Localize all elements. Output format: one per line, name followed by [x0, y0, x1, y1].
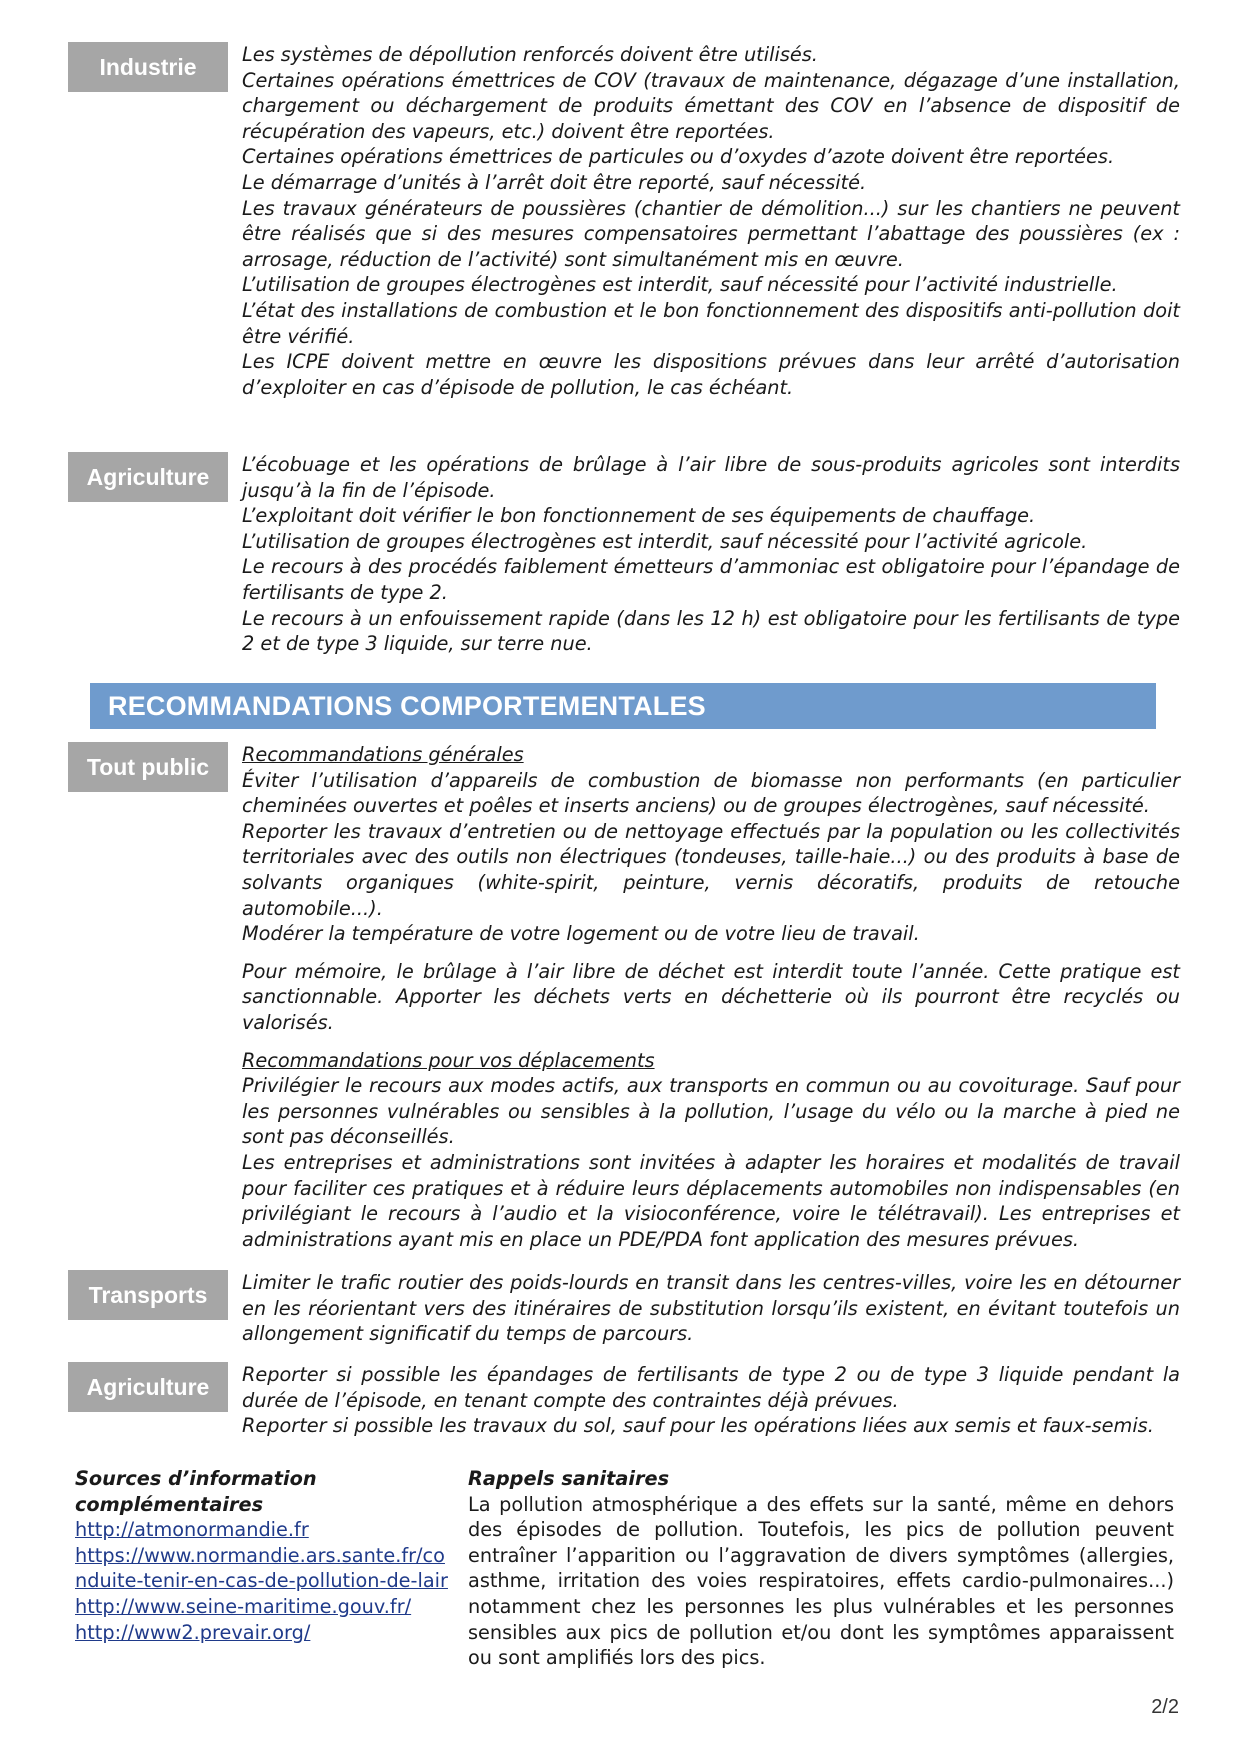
text-line: L’utilisation de groupes électrogènes est interdit, sauf nécessité pour l’activité agricole.	[242, 529, 1088, 553]
text-line: L’état des installations de combustion et le bon fonctionnement des dispositifs anti-pollution doit être vérifié.	[242, 298, 1180, 348]
text-line: Certaines opérations émettrices de COV (travaux de maintenance, dégazage d’une installation, chargement ou déchargement de produits émettant des COV en l’absence de dispositif de récupération des vapeurs, etc.) doivent être reportées.	[242, 68, 1180, 143]
text-line: L’écobuage et les opérations de brûlage à l’air libre de sous-produits agricoles sont interdits jusqu’à la fin de l’épisode.	[242, 453, 1180, 502]
text-line: Pour mémoire, le brûlage à l’air libre de déchet est interdit toute l’année. Cette pratique est sanctionnable. Apporter les déchets verts en déchetterie où ils pourront être recyclés ou valorisés.	[242, 959, 1180, 1034]
page-number: 2/2	[1151, 1696, 1179, 1718]
text-line: Les systèmes de dépollution renforcés doivent être utilisés.	[242, 43, 818, 66]
paragraph	[242, 768, 1180, 947]
section-label-tout-public: Tout public	[68, 742, 228, 792]
source-link[interactable]: http://atmonormandie.fr	[75, 1518, 309, 1542]
section-banner: RECOMMANDATIONS COMPORTEMENTALES	[90, 683, 1156, 729]
text-line: Certaines opérations émettrices de particules ou d’oxydes d’azote doivent être reportées.	[242, 145, 1115, 169]
section-label-industrie: Industrie	[68, 42, 228, 92]
text-line: Privilégier le recours aux modes actifs, aux transports en commun ou au covoiturage. Sauf pour les personnes vulnérables ou sensibles à la pollution, l’usage du vélo ou la marche à pied ne sont pas déconseillés.	[242, 1074, 1180, 1149]
subheading: Recommandations générales	[242, 743, 524, 766]
rappels-body: La pollution atmosphérique a des effets sur la santé, même en dehors des épisodes de pollution. Toutefois, les pics de pollution peuvent entraîner l’apparition ou l’aggravation de divers symptômes (allergies, asthme, irritation des voies respiratoires, effets cardio-pulmonaires...) notamment chez les personnes les plus vulnérables et les personnes sensibles aux pics de pollution et/ou dont les symptômes apparaissent ou sont amplifiés lors des pics.	[468, 1492, 1174, 1670]
text-line: Le recours à un enfouissement rapide (dans les 12 h) est obligatoire pour les fertilisants de type 2 et de type 3 liquide, sur terre nue.	[242, 606, 1180, 656]
text-line: L’utilisation de groupes électrogènes est interdit, sauf nécessité pour l’activité industrielle.	[242, 273, 1118, 297]
text-line: Les entreprises et administrations sont invitées à adapter les horaires et modalités de travail pour faciliter ces pratiques et à réduire leurs déplacements automobiles non indispensables (en privilégiant le recours à l’audio et la visioconférence, voire le télétravail). Les entreprises et administrations ayant mis en place un PDE/PDA font application des mesures prévues.	[242, 1150, 1180, 1251]
section-label-agriculture: Agriculture	[68, 452, 228, 502]
section-content-industrie	[242, 42, 1180, 400]
paragraph	[242, 959, 1180, 1036]
text-line: Modérer la température de votre logement ou de votre lieu de travail.	[242, 922, 920, 946]
text-line: Les ICPE doivent mettre en œuvre les dispositions prévues dans leur arrêté d’autorisation d’exploiter en cas d’épisode de pollution, le cas échéant.	[242, 350, 1180, 399]
source-link[interactable]: http://www.seine-maritime.gouv.fr/	[75, 1594, 412, 1618]
rappels-title: Rappels sanitaires	[468, 1467, 670, 1490]
text-line: Limiter le trafic routier des poids-lourds en transit dans les centres-villes, voire les en détourner en les réorientant vers des itinéraires de substitution lorsqu’ils existent, en évitant toutefois un allongement significatif du temps de parcours.	[242, 1271, 1180, 1346]
text-line: Les travaux générateurs de poussières (chantier de démolition...) sur les chantiers ne peuvent être réalisés que si des mesures compensatoires permettant l’abattage des poussières (ex : arrosage, réduction de l’activité) sont simultanément mis en œuvre.	[242, 196, 1180, 271]
text-line: Le démarrage d’unités à l’arrêt doit être reporté, sauf nécessité.	[242, 170, 867, 194]
text-line: Reporter si possible les épandages de fertilisants de type 2 ou de type 3 liquide pendant la durée de l’épisode, en tenant compte des contraintes déjà prévues.	[242, 1363, 1180, 1412]
section-label-agriculture: Agriculture	[68, 1362, 228, 1412]
section-content-transports	[242, 1270, 1180, 1347]
sources-title: Sources d’information complémentaires	[75, 1467, 317, 1516]
text-line: Éviter l’utilisation d’appareils de combustion de biomasse non performants (en particulier cheminées ouvertes et poêles et inserts anciens) ou de groupes électrogènes, sauf nécessité.	[242, 768, 1180, 818]
source-link[interactable]: https://www.normandie.ars.sante.fr/conduite-tenir-en-cas-de-pollution-de-lair	[75, 1543, 448, 1593]
section-content-agriculture	[242, 1362, 1180, 1439]
text-line: Reporter les travaux d’entretien ou de nettoyage effectués par la population ou les collectivités territoriales avec des outils non électriques (tondeuses, taille-haie...) ou des produits à base de solvants organiques (white-spirit, peinture, vernis décoratifs, produits de retouche automobile...).	[242, 819, 1180, 920]
section-content-tout-public	[242, 742, 1180, 1252]
rappels-block	[468, 1466, 1174, 1671]
source-link[interactable]: http://www2.prevair.org/	[75, 1620, 311, 1644]
text-line: Le recours à des procédés faiblement émetteurs d’ammoniac est obligatoire pour l’épandage de fertilisants de type 2.	[242, 555, 1180, 604]
section-label-transports: Transports	[68, 1270, 228, 1320]
text-line: L’exploitant doit vérifier le bon fonctionnement de ses équipements de chauffage.	[242, 504, 1036, 528]
section-content-agriculture	[242, 452, 1180, 657]
subheading: Recommandations pour vos déplacements	[242, 1048, 655, 1072]
text-line: Reporter si possible les travaux du sol, sauf pour les opérations liées aux semis et faux-semis.	[242, 1414, 1154, 1438]
sources-block	[75, 1466, 450, 1645]
